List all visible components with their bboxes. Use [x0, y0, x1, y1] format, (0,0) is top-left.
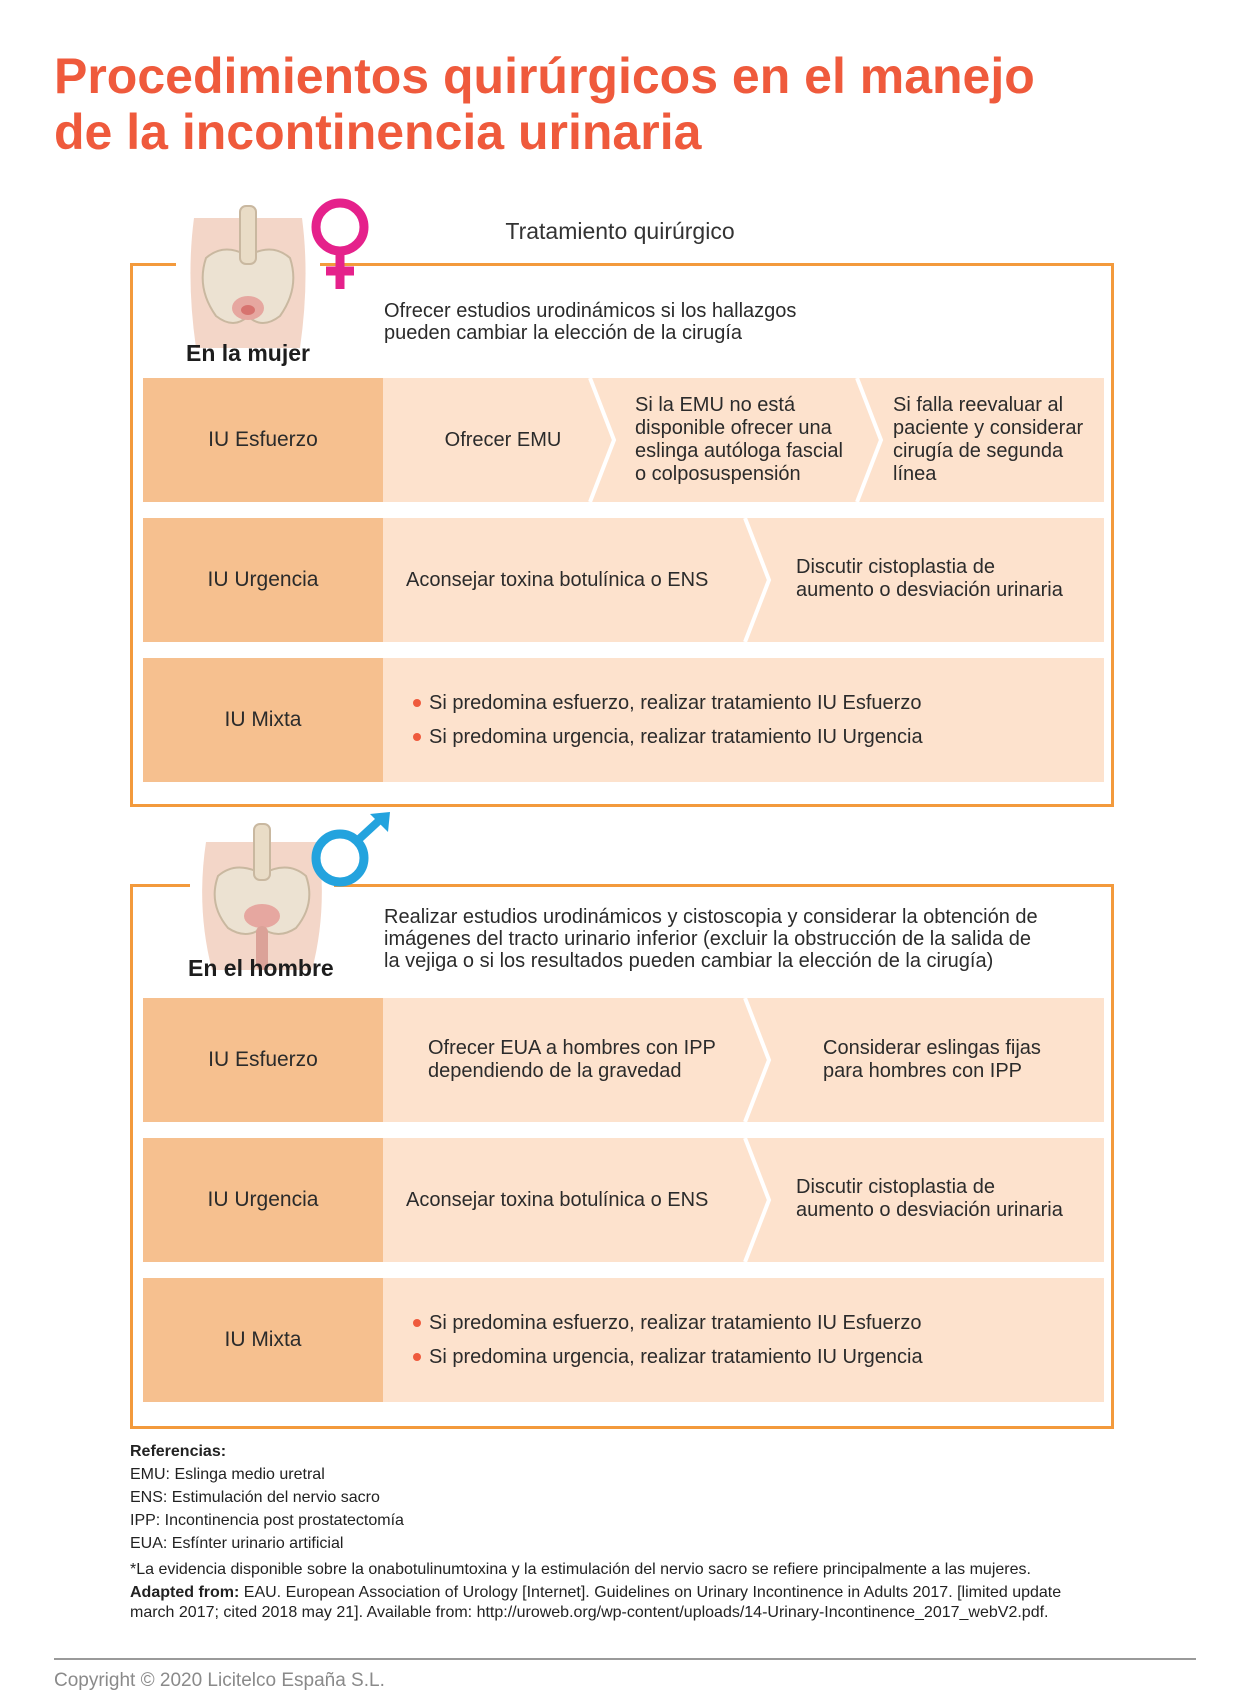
- adapted-from: [130, 1583, 1130, 1623]
- step-cell: [796, 1138, 1096, 1262]
- step-line: Si falla reevaluar al: [893, 394, 1064, 416]
- reference-item: IPP: Incontinencia post prostatectomía: [130, 1512, 404, 1529]
- reference-item: EMU: Eslinga medio uretral: [130, 1466, 325, 1483]
- step-line: Ofrecer EUA a hombres con IPP: [428, 1037, 716, 1059]
- men-intro-line-1: Realizar estudios urodinámicos y cistoscopia y considerar la obtención de: [384, 906, 1038, 928]
- female-pelvis-illustration: [176, 198, 320, 358]
- bullet-text: Si predomina urgencia, realizar tratamiento IU Urgencia: [429, 1346, 923, 1368]
- men-row-urgencia: [143, 1138, 1104, 1262]
- bullet-dot-icon: [413, 733, 421, 741]
- step-line: disponible ofrecer una: [635, 417, 832, 439]
- step-line: línea: [893, 463, 937, 485]
- chevron-separator-icon: [743, 1138, 773, 1262]
- men-intro-line-2: imágenes del tracto urinario inferior (excluir la obstrucción de la salida de: [384, 928, 1031, 950]
- adapted-from-label: Adapted from:: [130, 1584, 240, 1601]
- footer-divider: [54, 1658, 1196, 1660]
- step-cell: [428, 998, 738, 1122]
- men-label: En el hombre: [188, 955, 334, 981]
- step-cell: Aconsejar toxina botulínica o ENS: [406, 1188, 709, 1211]
- bullet-list: [413, 686, 923, 754]
- step-cell: [796, 518, 1096, 642]
- step-cell: [635, 378, 865, 502]
- step-line: cirugía de segunda: [893, 440, 1064, 462]
- step-cell: [893, 378, 1103, 502]
- bullet-dot-icon: [413, 699, 421, 707]
- adapted-from-line-1: EAU. European Association of Urology [Internet]. Guidelines on Urinary Incontinence in Adults 2017. [limited update: [239, 1584, 1062, 1601]
- men-intro-text: [384, 906, 1084, 972]
- title-line-2: de la incontinencia urinaria: [54, 104, 702, 160]
- men-row-esfuerzo: [143, 998, 1104, 1122]
- step-line: paciente y considerar: [893, 417, 1084, 439]
- men-row-mixta: [143, 1278, 1104, 1402]
- category-label: IU Esfuerzo: [143, 378, 383, 502]
- women-intro-text: [384, 300, 984, 344]
- reference-item: ENS: Estimulación del nervio sacro: [130, 1489, 380, 1506]
- references-block: [130, 1440, 1130, 1623]
- step-line: para hombres con IPP: [823, 1060, 1022, 1082]
- chevron-separator-icon: [743, 518, 773, 642]
- category-label: IU Mixta: [143, 1278, 383, 1402]
- list-item: [413, 1306, 923, 1340]
- step-line: aumento o desviación urinaria: [796, 1199, 1063, 1221]
- step-cell: [823, 998, 1093, 1122]
- women-row-mixta: [143, 658, 1104, 782]
- bullet-dot-icon: [413, 1353, 421, 1361]
- bullet-list: [413, 1306, 923, 1374]
- chevron-separator-icon: [588, 378, 618, 502]
- step-line: dependiendo de la gravedad: [428, 1060, 682, 1082]
- step-line: Si la EMU no está: [635, 394, 796, 416]
- step-line: Considerar eslingas fijas: [823, 1037, 1041, 1059]
- reference-item: EUA: Esfínter urinario artificial: [130, 1535, 344, 1552]
- bullet-text: Si predomina esfuerzo, realizar tratamiento IU Esfuerzo: [429, 1312, 922, 1334]
- male-symbol-icon: [300, 812, 400, 892]
- step-line: aumento o desviación urinaria: [796, 579, 1063, 601]
- category-label: IU Esfuerzo: [143, 998, 383, 1122]
- women-intro-line-1: Ofrecer estudios urodinámicos si los hallazgos: [384, 300, 797, 322]
- step-line: Discutir cistoplastia de: [796, 556, 995, 578]
- chevron-separator-icon: [855, 378, 885, 502]
- category-label: IU Mixta: [143, 658, 383, 782]
- bullet-dot-icon: [413, 1319, 421, 1327]
- adapted-from-line-2: march 2017; cited 2018 may 21]. Available from: http://uroweb.org/wp-content/uploads/14-Urinary-Incontinence_2017_webV2.pdf.: [130, 1604, 1049, 1621]
- title-line-1: Procedimientos quirúrgicos en el manejo: [54, 48, 1035, 104]
- women-row-urgencia: [143, 518, 1104, 642]
- female-symbol-icon: [300, 195, 380, 295]
- step-cell: Aconsejar toxina botulínica o ENS: [406, 568, 709, 591]
- women-intro-line-2: pueden cambiar la elección de la cirugía: [384, 322, 742, 344]
- list-item: [413, 686, 923, 720]
- copyright-text: Copyright © 2020 Licitelco España S.L.: [54, 1670, 385, 1691]
- category-label: IU Urgencia: [143, 1138, 383, 1262]
- references-heading: Referencias:: [130, 1443, 227, 1460]
- men-intro-line-3: la vejiga o si los resultados pueden cambiar la elección de la cirugía): [384, 950, 994, 972]
- category-label: IU Urgencia: [143, 518, 383, 642]
- step-line: eslinga autóloga fascial: [635, 440, 843, 462]
- step-line: Discutir cistoplastia de: [796, 1176, 995, 1198]
- list-item: [413, 1340, 923, 1374]
- women-label: En la mujer: [186, 340, 310, 366]
- bullet-text: Si predomina esfuerzo, realizar tratamiento IU Esfuerzo: [429, 692, 922, 714]
- chevron-separator-icon: [743, 998, 773, 1122]
- women-row-esfuerzo: [143, 378, 1104, 502]
- evidence-note: *La evidencia disponible sobre la onabotulinumtoxina y la estimulación del nervio sacro se refiere principalmente a las mujeres.: [130, 1561, 1031, 1578]
- step-cell: Ofrecer EMU: [444, 428, 562, 451]
- list-item: [413, 720, 923, 754]
- bullet-text: Si predomina urgencia, realizar tratamiento IU Urgencia: [429, 726, 923, 748]
- step-line: o colposuspensión: [635, 463, 801, 485]
- diagram-subtitle: Tratamiento quirúrgico: [505, 218, 735, 244]
- page-title: [54, 48, 1194, 160]
